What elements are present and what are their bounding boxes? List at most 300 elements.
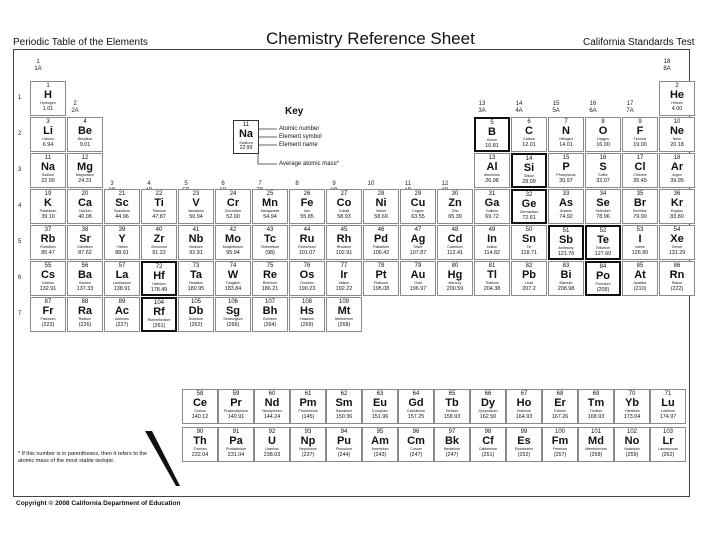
atomic-mass: 16.00 (596, 141, 610, 148)
atomic-number: 8 (601, 119, 605, 125)
atomic-number: 85 (636, 263, 644, 269)
atomic-mass: (244) (337, 451, 351, 458)
element-symbol: Ra (77, 305, 93, 317)
atomic-mass: (243) (373, 451, 387, 458)
atomic-number: 31 (488, 191, 496, 197)
element-cell-pb (511, 261, 547, 296)
atomic-number: 40 (155, 227, 163, 233)
element-symbol: Te (596, 234, 610, 246)
atomic-number: 58 (196, 391, 204, 397)
atomic-number: 60 (268, 391, 276, 397)
atomic-number: 96 (412, 429, 420, 435)
atomic-mass: 78.96 (596, 213, 610, 220)
element-symbol: Pt (375, 269, 387, 281)
element-symbol: Tc (263, 233, 277, 245)
atomic-mass: 85.47 (41, 249, 55, 256)
group-number: 6 (221, 181, 225, 187)
element-symbol: Os (299, 269, 315, 281)
atomic-mass: 26.98 (485, 177, 499, 184)
element-cell-mn (252, 189, 288, 224)
element-name: Platinum (374, 281, 388, 285)
group-number: 2 (73, 101, 77, 107)
atomic-mass: 92.91 (189, 249, 203, 256)
element-name: Californium (478, 447, 498, 451)
element-symbol: Br (633, 197, 647, 209)
element-cell-ga (474, 189, 510, 224)
group-ab: 1A (34, 66, 42, 72)
element-name: Bismuth (559, 281, 573, 285)
element-symbol: Si (523, 162, 535, 174)
element-cell-br (622, 189, 658, 224)
atomic-mass: 174.97 (659, 413, 677, 420)
element-cell-zr (141, 225, 177, 260)
element-symbol: As (558, 197, 574, 209)
element-name: Sulfur (598, 173, 608, 177)
atomic-number: 56 (81, 263, 89, 269)
atomic-number: 82 (525, 263, 533, 269)
element-name: Argon (672, 173, 682, 177)
element-name: Thulium (589, 409, 603, 413)
atomic-mass: 157.25 (407, 413, 425, 420)
group-ab: 2A (71, 108, 79, 114)
element-cell-pr (218, 389, 254, 424)
element-symbol: Zn (448, 197, 462, 209)
element-symbol: Ge (521, 198, 537, 210)
element-symbol: Db (188, 305, 204, 317)
element-symbol: Ba (77, 269, 93, 281)
atomic-mass: 40.08 (78, 213, 92, 220)
element-symbol: Sr (79, 233, 91, 245)
element-cell-nb (178, 225, 214, 260)
element-symbol: Cm (407, 435, 425, 447)
element-cell-i (622, 225, 658, 260)
element-cell-es (506, 427, 542, 462)
group-ab: 4A (515, 108, 523, 114)
element-name: Bohrium (263, 317, 277, 321)
group-number: 17 (626, 101, 634, 107)
atomic-number: 73 (192, 263, 200, 269)
element-name: Niobium (189, 245, 203, 249)
key-sample-name: Sodium (239, 140, 253, 145)
element-name: Cesium (41, 281, 55, 285)
element-symbol: Ti (154, 197, 164, 209)
atomic-mass: 150.36 (335, 413, 353, 420)
atomic-number: 15 (562, 155, 570, 161)
atomic-mass: (247) (409, 451, 423, 458)
atomic-mass: (268) (337, 321, 351, 328)
atomic-mass: 127.60 (594, 250, 612, 257)
atomic-number: 98 (484, 429, 492, 435)
atomic-mass: 91.22 (152, 249, 166, 256)
element-symbol: In (487, 233, 497, 245)
element-cell-fe (289, 189, 325, 224)
element-name: Lanthanum (113, 281, 131, 285)
element-symbol: Cu (410, 197, 426, 209)
element-symbol: Am (371, 435, 389, 447)
element-symbol: Po (595, 270, 611, 282)
atomic-mass: 231.04 (227, 451, 245, 458)
element-cell-xe (659, 225, 695, 260)
atomic-mass: 238.03 (263, 451, 281, 458)
group-label-17 (610, 101, 650, 115)
atomic-mass: 87.62 (78, 249, 92, 256)
atomic-number: 38 (81, 227, 89, 233)
element-symbol: Hg (447, 269, 463, 281)
atomic-mass: 28.09 (522, 178, 536, 185)
element-cell-ir (326, 261, 362, 296)
atomic-mass: (257) (553, 451, 567, 458)
element-symbol: Ce (192, 397, 208, 409)
element-cell-tm (578, 389, 614, 424)
group-number: 4 (147, 181, 151, 187)
period-label-3: 3 (18, 167, 22, 173)
element-cell-sg (215, 297, 251, 332)
atomic-number: 71 (664, 391, 672, 397)
atomic-number: 67 (520, 391, 528, 397)
element-name: Silver (413, 245, 423, 249)
atomic-number: 9 (638, 119, 642, 125)
atomic-mass: 196.97 (409, 285, 427, 292)
atomic-number: 12 (81, 155, 89, 161)
atomic-number: 108 (301, 299, 312, 305)
atomic-number: 20 (81, 191, 89, 197)
element-name: Potassium (39, 209, 57, 213)
element-symbol: Mn (262, 197, 278, 209)
group-number: 14 (515, 101, 523, 107)
element-name: Ruthenium (298, 245, 316, 249)
element-name: Copper (412, 209, 424, 213)
element-name: Rubidium (40, 245, 56, 249)
element-symbol: Nb (188, 233, 204, 245)
element-cell-ti (141, 189, 177, 224)
element-symbol: Re (262, 269, 278, 281)
group-number: 8 (295, 181, 299, 187)
group-number: 16 (589, 101, 597, 107)
element-cell-n (548, 117, 584, 152)
element-symbol: Ca (77, 197, 93, 209)
atomic-mass: (252) (517, 451, 531, 458)
element-symbol: Sn (521, 233, 537, 245)
atomic-number: 47 (414, 227, 422, 233)
element-cell-bi (548, 261, 584, 296)
group-number: 7 (258, 181, 262, 187)
atomic-mass: (209) (596, 286, 610, 293)
element-name: Carbon (523, 137, 535, 141)
element-cell-mt (326, 297, 362, 332)
key-label-atomic-mass: Average atomic mass* (279, 161, 339, 167)
element-name: Krypton (670, 209, 684, 213)
element-cell-hg (437, 261, 473, 296)
atomic-mass: (145) (301, 413, 315, 420)
element-name: Technetium (260, 245, 280, 249)
element-name: Thallium (485, 281, 499, 285)
element-name: Chlorine (633, 173, 647, 177)
atomic-number: 22 (155, 191, 163, 197)
element-cell-po (585, 261, 621, 296)
atomic-number: 78 (377, 263, 385, 269)
element-name: Francium (40, 317, 56, 321)
atomic-mass: 106.42 (372, 249, 390, 256)
element-cell-bh (252, 297, 288, 332)
element-cell-sm (326, 389, 362, 424)
group-label-13 (462, 101, 502, 115)
element-symbol: Lu (661, 397, 675, 409)
atomic-number: 51 (562, 228, 570, 234)
atomic-number: 23 (192, 191, 200, 197)
element-name: Neodymium (262, 409, 282, 413)
element-name: Meitnerium (335, 317, 353, 321)
atomic-number: 103 (662, 429, 673, 435)
element-name: Hafnium (152, 282, 166, 286)
element-cell-er (542, 389, 578, 424)
element-cell-at (622, 261, 658, 296)
element-symbol: Sg (225, 305, 241, 317)
element-name: Mendelevium (585, 447, 607, 451)
group-number: 5 (184, 181, 188, 187)
element-symbol: Pu (336, 435, 352, 447)
atomic-mass: 118.71 (520, 249, 538, 256)
atomic-number: 106 (227, 299, 238, 305)
element-cell-lr (650, 427, 686, 462)
element-symbol: Rf (153, 306, 165, 318)
element-symbol: Eu (372, 397, 388, 409)
element-cell-tl (474, 261, 510, 296)
atomic-mass: (247) (445, 451, 459, 458)
atomic-number: 13 (488, 155, 496, 161)
element-symbol: Tl (487, 269, 497, 281)
atomic-number: 68 (556, 391, 564, 397)
group-label-8 (277, 181, 317, 188)
element-cell-sn (511, 225, 547, 260)
element-cell-pu (326, 427, 362, 462)
atomic-number: 87 (44, 299, 52, 305)
element-symbol: Cd (447, 233, 463, 245)
element-name: Polonium (595, 282, 611, 286)
atomic-number: 30 (451, 191, 459, 197)
atomic-mass: 54.94 (263, 213, 277, 220)
element-name: Curium (410, 447, 422, 451)
element-symbol: Cf (482, 435, 494, 447)
page-title: Chemistry Reference Sheet (266, 29, 475, 48)
element-symbol: Nd (264, 397, 280, 409)
element-symbol: Lr (662, 435, 674, 447)
element-cell-nd (254, 389, 290, 424)
element-name: Radon (671, 281, 683, 285)
element-symbol: Li (43, 125, 53, 137)
atomic-number: 89 (118, 299, 126, 305)
element-symbol: Hf (153, 270, 165, 282)
element-cell-fr (30, 297, 66, 332)
element-name: Rhodium (336, 245, 352, 249)
atomic-number: 37 (44, 227, 52, 233)
element-symbol: Rn (669, 269, 685, 281)
element-name: Helium (671, 101, 683, 105)
atomic-mass: 1.01 (42, 105, 54, 112)
atomic-number: 64 (412, 391, 420, 397)
atomic-mass: 14.01 (559, 141, 573, 148)
atomic-mass: 200.59 (446, 285, 464, 292)
element-name: Americium (371, 447, 389, 451)
group-ab: 3A (478, 108, 486, 114)
element-symbol: Sb (558, 234, 574, 246)
atomic-mass: 192.22 (335, 285, 353, 292)
element-cell-os (289, 261, 325, 296)
atomic-mass: 131.29 (668, 249, 686, 256)
atomic-mass: 207.2 (522, 285, 536, 292)
element-symbol: V (192, 197, 200, 209)
group-number: 15 (552, 101, 560, 107)
element-cell-ca (67, 189, 103, 224)
element-symbol: C (525, 125, 533, 137)
element-cell-cu (400, 189, 436, 224)
atomic-number: 26 (303, 191, 311, 197)
element-cell-u (254, 427, 290, 462)
element-symbol: La (115, 269, 129, 281)
atomic-number: 99 (520, 429, 528, 435)
atomic-number: 88 (81, 299, 89, 305)
element-name: Bromine (633, 209, 647, 213)
period-label-5: 5 (18, 239, 22, 245)
key-label-element-name: Element name (279, 142, 318, 148)
atomic-mass: 55.85 (300, 213, 314, 220)
element-cell-ta (178, 261, 214, 296)
element-cell-k (30, 189, 66, 224)
element-name: Silicon (523, 174, 535, 178)
atomic-mass: 35.45 (633, 177, 647, 184)
element-cell-db (178, 297, 214, 332)
element-cell-pa (218, 427, 254, 462)
group-label-18 (647, 59, 687, 73)
element-name: Iron (303, 209, 311, 213)
element-cell-ag (400, 225, 436, 260)
element-name: Dubnium (188, 317, 204, 321)
element-name: Nickel (376, 209, 386, 213)
atomic-mass: (251) (481, 451, 495, 458)
atomic-mass: 140.12 (191, 413, 209, 420)
group-number: 1 (36, 59, 40, 65)
element-symbol: At (634, 269, 646, 281)
atomic-mass: 107.87 (409, 249, 427, 256)
element-symbol: Al (486, 161, 498, 173)
atomic-number: 21 (118, 191, 126, 197)
element-name: Neptunium (299, 447, 317, 451)
element-symbol: Ne (669, 125, 685, 137)
atomic-number: 79 (414, 263, 422, 269)
atomic-number: 54 (673, 227, 681, 233)
element-name: Fluorine (633, 137, 647, 141)
atomic-mass: 101.07 (298, 249, 316, 256)
atomic-mass: (266) (226, 321, 240, 328)
element-symbol: Es (517, 435, 531, 447)
element-cell-bk (434, 427, 470, 462)
element-cell-dy (470, 389, 506, 424)
element-name: Cobalt (338, 209, 350, 213)
group-number: 18 (663, 59, 671, 65)
atomic-number: 109 (338, 299, 349, 305)
atomic-mass: 183.84 (224, 285, 242, 292)
group-label-1 (18, 59, 58, 73)
element-symbol: Mt (337, 305, 351, 317)
element-symbol: Ru (299, 233, 315, 245)
atomic-number: 25 (266, 191, 274, 197)
atomic-mass: 137.33 (76, 285, 94, 292)
element-symbol: Kr (670, 197, 684, 209)
atomic-number: 24 (229, 191, 237, 197)
atomic-number: 91 (232, 429, 240, 435)
element-name: Gold (414, 281, 422, 285)
element-cell-be (67, 117, 103, 152)
atomic-number: 16 (599, 155, 607, 161)
element-cell-p (548, 153, 584, 188)
atomic-mass: 39.10 (41, 213, 55, 220)
atomic-number: 100 (554, 429, 565, 435)
element-symbol: Pa (229, 435, 243, 447)
element-cell-re (252, 261, 288, 296)
element-name: Lutetium (661, 409, 675, 413)
atomic-number: 49 (488, 227, 496, 233)
element-name: Hydrogen (40, 101, 56, 105)
element-cell-sr (67, 225, 103, 260)
group-label-15 (536, 101, 576, 115)
element-name: Palladium (373, 245, 389, 249)
element-cell-ar (659, 153, 695, 188)
element-symbol: Md (588, 435, 604, 447)
key-sample-symbol: Na (238, 128, 254, 140)
element-symbol: Na (40, 161, 56, 173)
element-name: Yttrium (116, 245, 128, 249)
atomic-mass: (223) (41, 321, 55, 328)
element-cell-au (400, 261, 436, 296)
atomic-mass: 144.24 (263, 413, 281, 420)
group-ab: 7A (626, 108, 634, 114)
atomic-number: 46 (377, 227, 385, 233)
atomic-number: 4 (83, 119, 87, 125)
element-name: Zinc (451, 209, 459, 213)
atomic-number: 41 (192, 227, 200, 233)
atomic-mass: (259) (625, 451, 639, 458)
element-name: Tantalum (188, 281, 204, 285)
atomic-number: 6 (527, 119, 531, 125)
element-symbol: O (598, 125, 608, 137)
key-sample-number: 11 (242, 122, 250, 128)
test-name: California Standards Test (583, 37, 695, 48)
element-symbol: Sm (335, 397, 353, 409)
atomic-number: 34 (599, 191, 607, 197)
key-label-atomic-number: Atomic number (279, 126, 320, 132)
atomic-number: 55 (44, 263, 52, 269)
element-symbol: Ag (410, 233, 426, 245)
atomic-mass: 164.93 (515, 413, 533, 420)
element-cell-pm (290, 389, 326, 424)
element-cell-mo (215, 225, 251, 260)
atomic-mass: 69.72 (485, 213, 499, 220)
atomic-number: 74 (229, 263, 237, 269)
atomic-number: 1 (46, 83, 50, 89)
element-symbol: Ta (189, 269, 203, 281)
element-symbol: Mg (77, 161, 93, 173)
atomic-mass: 173.04 (623, 413, 641, 420)
element-symbol: N (562, 125, 570, 137)
atomic-number: 77 (340, 263, 348, 269)
key-title: Key (285, 106, 304, 117)
element-symbol: He (669, 89, 685, 101)
element-name: Nobelium (624, 447, 640, 451)
element-symbol: Cl (634, 161, 646, 173)
group-label-16 (573, 101, 613, 115)
atomic-mass: 44.96 (115, 213, 129, 220)
atomic-number: 17 (636, 155, 644, 161)
atomic-number: 50 (525, 227, 533, 233)
